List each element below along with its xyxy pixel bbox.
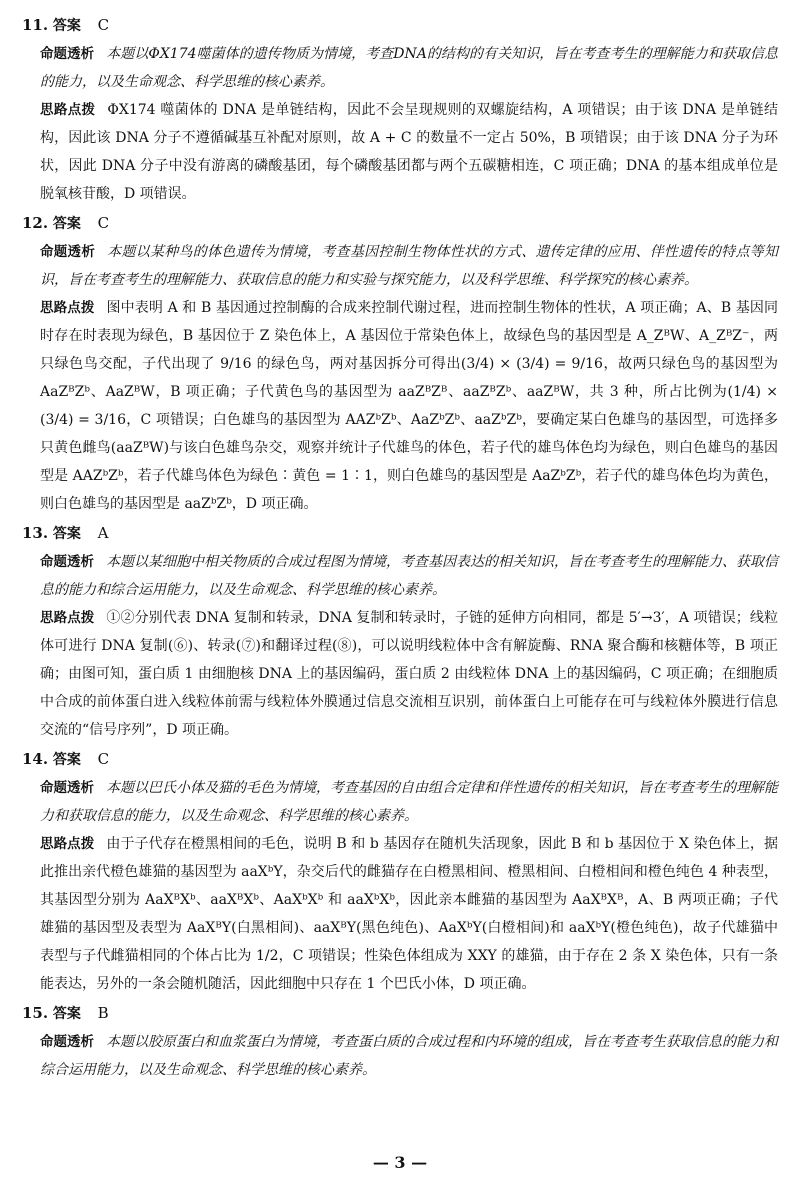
question-number: 13. (22, 524, 49, 542)
page-number: — 3 — (372, 1153, 428, 1172)
reasoning-text: 由于子代存在橙黑相间的毛色，说明 B 和 b 基因存在随机失活现象，因此 B 和 b 基因位于 X 染色体上，据此推出亲代橙色雄猫的基因型为 aaXᵇY，杂交后代的雌猫存在白橙黑相间、橙黑相间、白橙相间和橙色纯色 4 种表型，其基因型分别为 AaXᴮXᵇ、aaXᴮXᵇ、AaXᵇXᵇ 和 aaXᵇXᵇ，因此亲本雌猫的基因型为 AaXᴮXᴮ，A、B 两项正确；子代雄猫的基因型及表型为 AaXᴮY(白黑相间)、aaXᴮY(黑色纯色)、AaXᵇY(白橙相间)和 aaXᵇY(橙色纯色)，故子代雄猫中表型与子代雌猫相同的个体占比为 1/2，C 项错误；性染色体组成为 XXY 的雄猫，由于存在 2 条 X 染色体，只有一条能表达，另外的一条会随机随活，因此细胞中只存在 1 个巴氏小体，D 项正确。 (40, 836, 778, 992)
reasoning-paragraph (22, 96, 778, 208)
question-11 (22, 10, 778, 208)
answer-value: C (97, 16, 110, 34)
question-number: 12. (22, 214, 49, 232)
question-12 (22, 208, 778, 518)
question-number: 11. (22, 16, 49, 34)
analysis-paragraph (22, 774, 778, 830)
analysis-text: 本题以ΦX174噬菌体的遗传物质为情境，考查DNA的结构的有关知识，旨在考查考生的理解能力和获取信息的能力，以及生命观念、科学思维的核心素养。 (40, 46, 779, 90)
answer-value: A (97, 524, 109, 542)
analysis-label: 命题透析 (40, 780, 94, 796)
question-header (22, 10, 778, 40)
answer-value: C (97, 214, 110, 232)
question-14 (22, 744, 778, 998)
question-number: 14. (22, 750, 49, 768)
analysis-paragraph (22, 1028, 778, 1084)
analysis-text: 本题以某细胞中相关物质的合成过程图为情境，考查基因表达的相关知识，旨在考查考生的理解能力、获取信息的能力和综合运用能力，以及生命观念、科学思维的核心素养。 (40, 554, 778, 598)
reasoning-label: 思路点拨 (40, 102, 96, 118)
answer-value: B (97, 1004, 109, 1022)
question-number: 15. (22, 1004, 49, 1022)
reasoning-text: 图中表明 A 和 B 基因通过控制酶的合成来控制代谢过程，进而控制生物体的性状，A 项正确；A、B 基因同时存在时表现为绿色，B 基因位于 Z 染色体上，A 基因位于常染色体上，故绿色鸟的基因型是 A_ZᴮW、A_ZᴮZ⁻，两只绿色鸟交配，子代出现了 9/16 的绿色鸟，两对基因拆分可得出(3/4) × (3/4) = 9/16，故两只绿色鸟的基因型为 AaZᴮZᵇ、AaZᴮW，B 项正确；子代黄色鸟的基因型为 aaZᴮZᴮ、aaZᴮZᵇ、aaZᴮW，共 3 种，所占比例为(1/4) × (3/4) = 3/16，C 项错误；白色雄鸟的基因型为 AAZᵇZᵇ、AaZᵇZᵇ、aaZᵇZᵇ，要确定某白色雄鸟的基因型，可选择多只黄色雌鸟(aaZᴮW)与该白色雄鸟杂交，观察并统计子代雄鸟的体色，若子代的雄鸟体色均为绿色，则白色雄鸟的基因型是 AAZᵇZᵇ，若子代雄鸟体色为绿色∶黄色 = 1∶1，则白色雄鸟的基因型是 AaZᵇZᵇ，若子代的雄鸟体色均为黄色，则白色雄鸟的基因型是 aaZᵇZᵇ，D 项正确。 (40, 300, 779, 512)
reasoning-paragraph (22, 604, 778, 744)
reasoning-paragraph (22, 294, 778, 518)
analysis-label: 命题透析 (40, 46, 95, 62)
analysis-label: 命题透析 (40, 244, 96, 260)
analysis-label: 命题透析 (40, 1034, 94, 1050)
answer-label: 答案 (52, 18, 81, 34)
reasoning-label: 思路点拨 (40, 610, 95, 626)
analysis-paragraph (22, 40, 778, 96)
reasoning-paragraph (22, 830, 778, 998)
question-13 (22, 518, 778, 744)
answer-label: 答案 (52, 216, 81, 232)
reasoning-label: 思路点拨 (40, 836, 95, 852)
question-header (22, 998, 778, 1028)
analysis-paragraph (22, 548, 778, 604)
answer-label: 答案 (52, 1006, 81, 1022)
question-15 (22, 998, 778, 1084)
question-header (22, 208, 778, 238)
reasoning-text: ①②分别代表 DNA 复制和转录，DNA 复制和转录时，子链的延伸方向相同，都是 5′→3′，A 项错误；线粒体可进行 DNA 复制(⑥)、转录(⑦)和翻译过程(⑧)，可以说明线粒体中含有解旋酶、RNA 聚合酶和核糖体等，B 项正确；由图可知，蛋白质 1 由细胞核 DNA 上的基因编码，蛋白质 2 由线粒体 DNA 上的基因编码，C 项正确；在细胞质中合成的前体蛋白进入线粒体前需与线粒体外膜通过信息交流相互识别，前体蛋白上可能存在可与线粒体外膜进行信息交流的“信号序列”，D 项正确。 (40, 610, 778, 738)
question-header (22, 518, 778, 548)
answer-label: 答案 (52, 526, 81, 542)
reasoning-label: 思路点拨 (40, 300, 95, 316)
analysis-text: 本题以胶原蛋白和血浆蛋白为情境，考查蛋白质的合成过程和内环境的组成，旨在考查考生获取信息的能力和综合运用能力，以及生命观念、科学思维的核心素养。 (40, 1034, 778, 1078)
question-header (22, 744, 778, 774)
answer-value: C (97, 750, 110, 768)
analysis-text: 本题以巴氏小体及猫的毛色为情境，考查基因的自由组合定律和伴性遗传的相关知识，旨在考查考生的理解能力和获取信息的能力，以及生命观念、科学思维的核心素养。 (40, 780, 778, 824)
analysis-label: 命题透析 (40, 554, 94, 570)
answer-label: 答案 (52, 752, 81, 768)
analysis-paragraph (22, 238, 778, 294)
reasoning-text: ΦX174 噬菌体的 DNA 是单链结构，因此不会呈现规则的双螺旋结构，A 项错误；由于该 DNA 是单链结构，因此该 DNA 分子不遵循碱基互补配对原则，故 A + C 的数量不一定占 50%，B 项错误；由于该 DNA 分子为环状，因此 DNA 分子中没有游离的磷酸基团，每个磷酸基团都与两个五碳糖相连，C 项正确；DNA 的基本组成单位是脱氧核苷酸，D 项错误。 (40, 102, 779, 202)
analysis-text: 本题以某种鸟的体色遗传为情境，考查基因控制生物体性状的方式、遗传定律的应用、伴性遗传的特点等知识，旨在考查考生的理解能力、获取信息的能力和实验与探究能力，以及科学思维、科学探究的核心素养。 (40, 244, 779, 288)
